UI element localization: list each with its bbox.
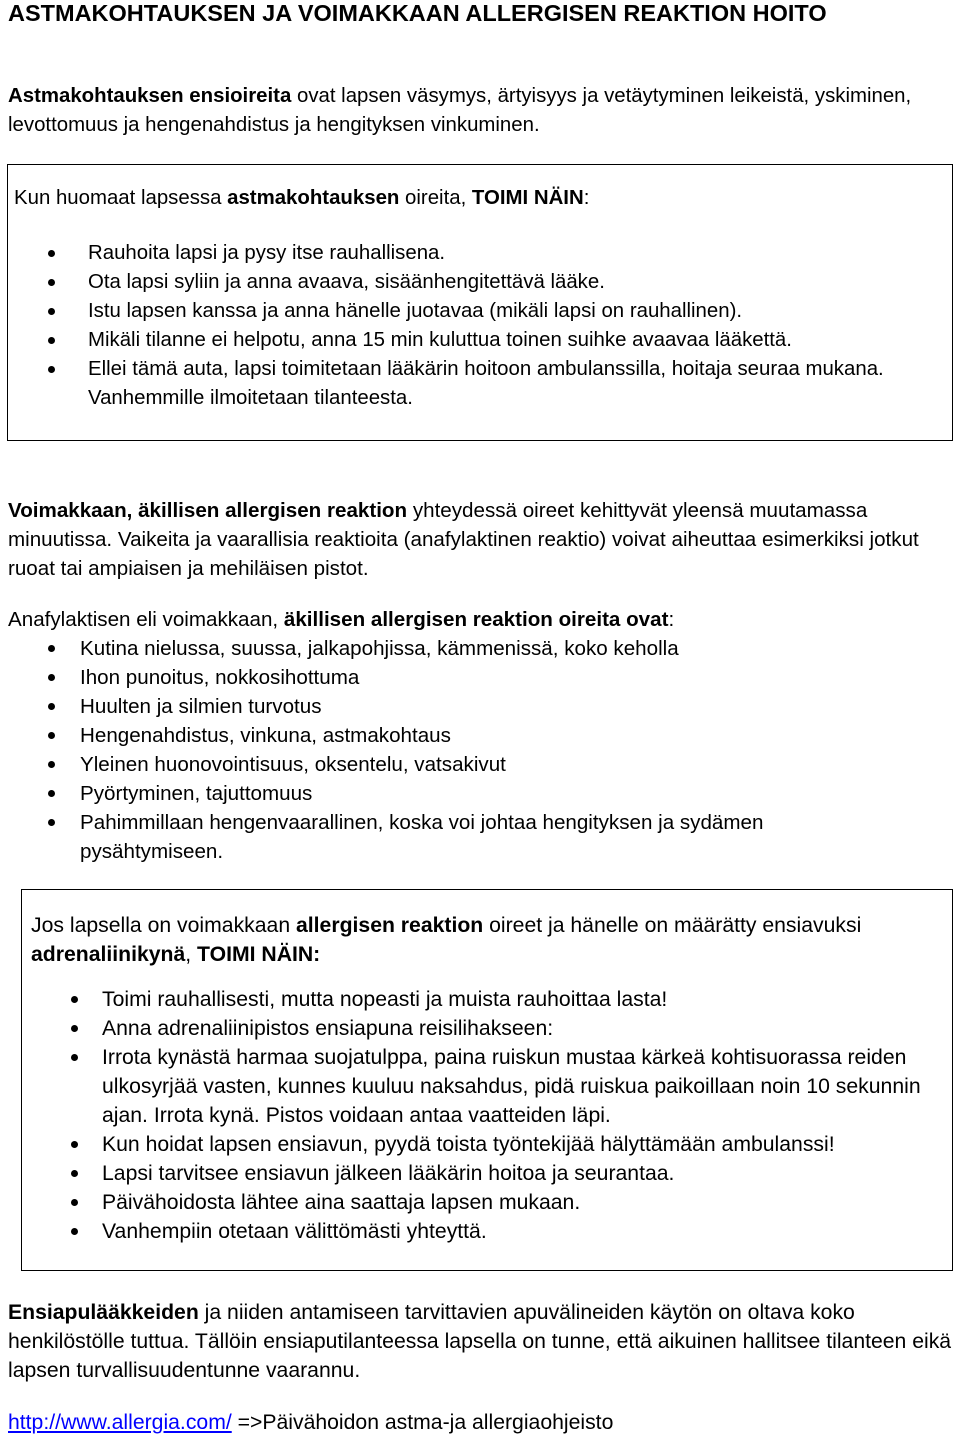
first-aid-note-bold: Ensiapulääkkeiden <box>8 1301 199 1324</box>
list-item: Kutina nielussa, suussa, jalkapohjissa, kämmenissä, koko keholla <box>8 634 908 663</box>
allergy-lead-action: TOIMI NÄIN: <box>197 943 321 966</box>
list-item: Kun hoidat lapsen ensiavun, pyydä toista työntekijää hälyttämään ambulanssi! <box>8 1130 943 1159</box>
list-item: Yleinen huonovointisuus, oksentelu, vatsakivut <box>8 750 908 779</box>
allergy-lead-text-1: Jos lapsella on voimakkaan <box>31 914 296 937</box>
list-item: Rauhoita lapsi ja pysy itse rauhallisena. <box>8 239 928 268</box>
list-item: Pyörtyminen, tajuttomuus <box>8 779 908 808</box>
list-item: Hengenahdistus, vinkuna, astmakohtaus <box>8 721 908 750</box>
symptoms-lead <box>8 605 958 634</box>
first-aid-note <box>8 1298 958 1385</box>
asthma-lead-action: TOIMI NÄIN <box>471 187 584 209</box>
list-item: Mikäli tilanne ei helpotu, anna 15 min kuluttua toinen suihke avaavaa lääkettä. <box>8 326 928 355</box>
list-item: Istu lapsen kanssa ja anna hänelle juotavaa (mikäli lapsi on rauhallinen). <box>8 297 928 326</box>
list-item: Lapsi tarvitsee ensiavun jälkeen lääkärin hoitoa ja seurantaa. <box>8 1159 943 1188</box>
list-item: Ellei tämä auta, lapsi toimitetaan lääkärin hoitoon ambulanssilla, hoitaja seuraa mukana. Vanhemmille ilmoitetaan tilanteesta. <box>8 355 928 413</box>
asthma-lead-bold: astmakohtauksen <box>227 187 400 209</box>
list-item: Ihon punoitus, nokkosihottuma <box>8 663 908 692</box>
list-item: Toimi rauhallisesti, mutta nopeasti ja muista rauhoittaa lasta! <box>8 985 943 1014</box>
list-item: Ota lapsi syliin ja anna avaava, sisäänhengitettävä lääke. <box>8 268 928 297</box>
source-link[interactable]: http://www.allergia.com/ <box>8 1411 232 1434</box>
allergy-lead-bold-2: adrenaliinikynä <box>31 943 186 966</box>
asthma-intro-bold: Astmakohtauksen ensioireita <box>8 85 292 107</box>
allergy-intro-bold: Voimakkaan, äkillisen allergisen reaktion <box>8 499 408 522</box>
list-item: Päivähoidosta lähtee aina saattaja lapsen mukaan. <box>8 1188 943 1217</box>
asthma-lead-text-2: oireita, <box>399 187 472 209</box>
list-item: Pahimmillaan hengenvaarallinen, koska voi johtaa hengityksen ja sydämen pysähtymiseen. <box>8 808 908 866</box>
first-aid-note-text: ja niiden antamiseen tarvittavien apuvälineiden käytön on oltava koko henkilöstölle tuttua. Tällöin ensiaputilanteessa lapsella on tunne, että aikuinen hallitsee tilanteen eikä lapsen turvallisuudentunne vaarannu. <box>8 1301 952 1382</box>
symptoms-lead-text: Anafylaktisen eli voimakkaan, <box>8 608 284 631</box>
allergy-lead-text-2: oireet ja hänelle on määrätty ensiavuksi <box>483 914 862 937</box>
list-item: Anna adrenaliinipistos ensiapuna reisilihakseen: <box>8 1014 943 1043</box>
symptoms-lead-colon: : <box>668 608 675 631</box>
allergy-lead-text-3: , <box>185 943 198 966</box>
allergy-action-lead <box>31 911 931 969</box>
list-item: Irrota kynästä harmaa suojatulppa, paina ruiskun mustaa kärkeä kohtisuorassa reiden ulkosyrjää vasten, kunnes kuuluu naksahdus, pidä ruiskua paikoillaan noin 10 sekunnin ajan. Irrota kynä. Pistos voidaan antaa vaatteiden läpi. <box>8 1043 943 1130</box>
source-line <box>8 1408 958 1437</box>
allergy-lead-bold-1: allergisen reaktion <box>296 914 484 937</box>
list-item: Huulten ja silmien turvotus <box>8 692 908 721</box>
list-item: Vanhempiin otetaan välittömästi yhteyttä. <box>8 1217 943 1246</box>
asthma-action-lead <box>14 184 944 213</box>
symptoms-lead-bold: äkillisen allergisen reaktion oireita ovat <box>283 608 669 631</box>
asthma-intro-text: ovat lapsen väsymys, ärtyisyys ja vetäytyminen leikeistä, yskiminen, levottomuus ja hengenahdistus ja hengityksen vinkuminen. <box>8 85 912 136</box>
page-title: ASTMAKOHTAUKSEN JA VOIMAKKAAN ALLERGISEN REAKTION HOITO <box>8 0 827 26</box>
source-text: =>Päivähoidon astma-ja allergiaohjeisto <box>231 1411 614 1434</box>
asthma-lead-text-1: Kun huomaat lapsessa <box>14 187 228 209</box>
symptoms-list <box>8 634 908 866</box>
asthma-intro <box>8 82 958 140</box>
asthma-action-list <box>8 239 928 413</box>
allergy-intro-text: yhteydessä oireet kehittyvät yleensä muutamassa minuutissa. Vaikeita ja vaarallisia reaktioita (anafylaktinen reaktio) voivat aiheuttaa esimerkiksi jotkut ruoat tai ampiaisen ja mehiläisen pistot. <box>8 499 919 580</box>
allergy-intro <box>8 496 958 583</box>
asthma-lead-colon: : <box>583 187 590 209</box>
allergy-action-list <box>8 985 943 1246</box>
